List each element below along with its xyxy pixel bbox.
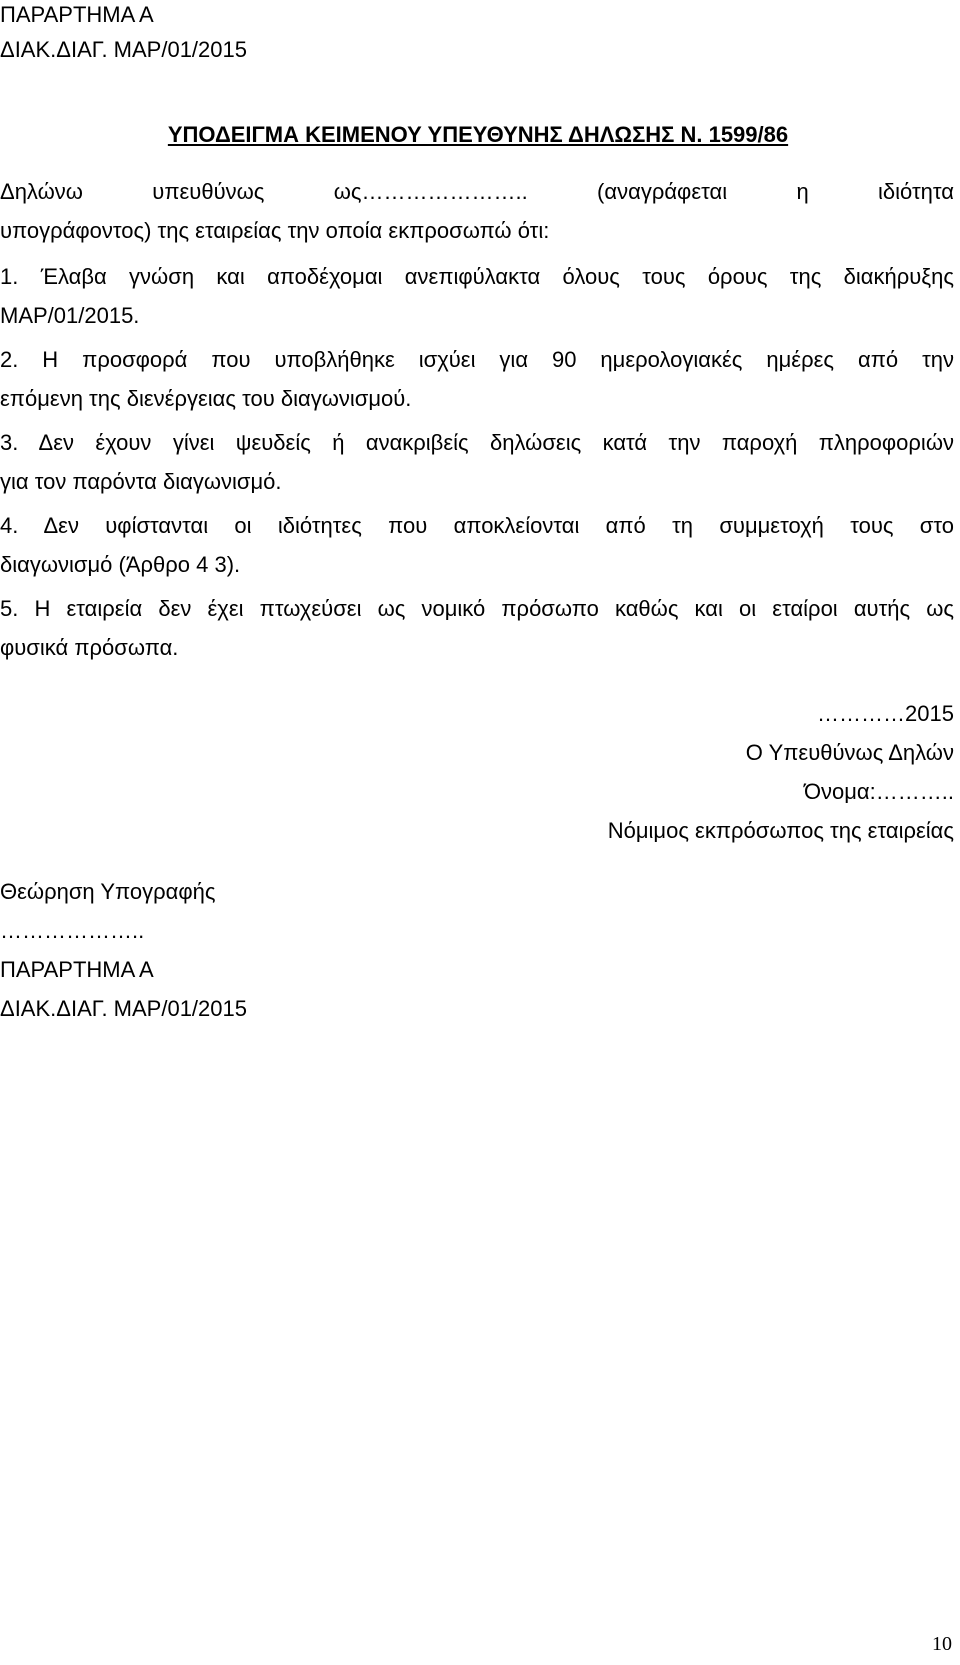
list-item (0, 506, 954, 584)
reference-footer: ΔΙΑΚ.ΔΙΑΓ. ΜΑΡ/01/2015 (0, 996, 247, 1021)
list-item (0, 257, 954, 335)
list-item (0, 340, 954, 418)
intro-line-1: Δηλώνω υπευθύνως ως………………….. (αναγράφεται η ιδιότητα (0, 179, 954, 204)
annex-footer: ΠΑΡΑΡΤΗΜΑ Α (0, 957, 154, 982)
item-1-line-1: 1. Έλαβα γνώση και αποδέχομαι ανεπιφύλακτα όλους τους όρους της διακήρυξης (0, 264, 954, 289)
certification-label: Θεώρηση Υπογραφής (0, 879, 216, 904)
list-item (0, 589, 954, 667)
item-4-line-1: 4. Δεν υφίστανται οι ιδιότητες που αποκλείονται από τη συμμετοχή τους στο (0, 513, 954, 538)
intro-line-2: υπογράφοντος) της εταιρείας την οποία εκπροσωπώ ότι: (0, 218, 550, 243)
annex-header: ΠΑΡΑΡΤΗΜΑ Α (0, 2, 154, 27)
signature-declarant: Ο Υπευθύνως Δηλών (745, 740, 954, 765)
document-title: ΥΠΟΔΕΙΓΜΑ ΚΕΙΜΕΝΟΥ ΥΠΕΥΘΥΝΗΣ ΔΗΛΩΣΗΣ Ν. 1599/86 (167, 122, 789, 147)
item-3-line-1: 3. Δεν έχουν γίνει ψευδείς ή ανακριβείς δηλώσεις κατά την παροχή πληροφοριών (0, 430, 954, 455)
reference-header: ΔΙΑΚ.ΔΙΑΓ. ΜΑΡ/01/2015 (0, 37, 247, 62)
intro-paragraph (0, 172, 954, 250)
item-1-line-2: ΜΑΡ/01/2015. (0, 303, 140, 328)
item-5-line-1: 5. Η εταιρεία δεν έχει πτωχεύσει ως νομικό πρόσωπο καθώς και οι εταίροι αυτής ως (0, 596, 954, 621)
certification-dots: ……………….. (0, 918, 145, 943)
signature-date: …………2015 (817, 701, 954, 726)
page-number: 10 (932, 1633, 952, 1655)
signature-name: Όνομα:……….. (803, 779, 954, 804)
item-2-line-1: 2. Η προσφορά που υποβλήθηκε ισχύει για 90 ημερολογιακές ημέρες από την (0, 347, 954, 372)
item-4-line-2: διαγωνισμό (Άρθρο 4 3). (0, 552, 241, 577)
list-item (0, 423, 954, 501)
signature-role: Νόμιμος εκπρόσωπος της εταιρείας (607, 818, 954, 843)
item-5-line-2: φυσικά πρόσωπα. (0, 635, 179, 660)
item-2-line-2: επόμενη της διενέργειας του διαγωνισμού. (0, 386, 412, 411)
item-3-line-2: για τον παρόντα διαγωνισμό. (0, 469, 282, 494)
